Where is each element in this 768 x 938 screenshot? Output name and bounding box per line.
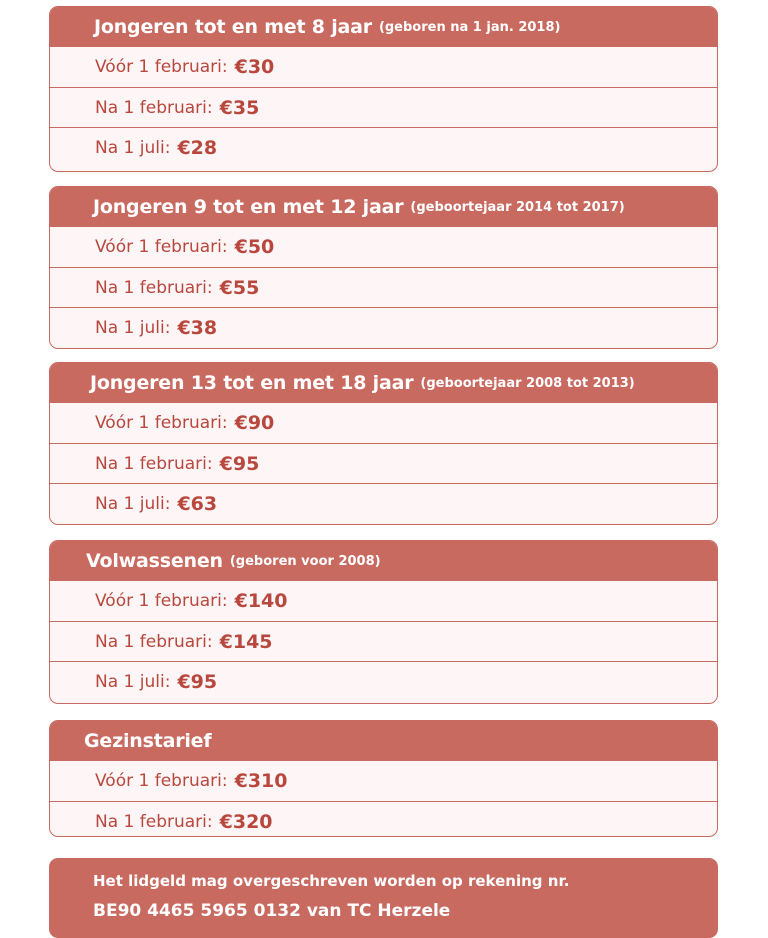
- price-value: €140: [234, 590, 288, 612]
- price-label: Na 1 juli:: [95, 671, 171, 692]
- price-label: Na 1 juli:: [95, 493, 171, 514]
- price-value: €35: [219, 96, 260, 119]
- price-row: [50, 47, 717, 87]
- price-row: [50, 761, 717, 801]
- price-value: €95: [219, 452, 260, 475]
- price-label: Vóór 1 februari:: [95, 591, 228, 611]
- price-label: Na 1 februari:: [95, 811, 213, 832]
- price-row: [50, 661, 717, 701]
- price-value: €95: [177, 670, 218, 693]
- card-subtitle: (geboortejaar 2014 tot 2017): [410, 199, 625, 215]
- price-card-age-13-18: [49, 362, 718, 525]
- price-card-adults: [49, 540, 718, 704]
- price-value: €38: [177, 316, 218, 339]
- price-value: €63: [177, 492, 218, 515]
- card-header: [50, 541, 717, 581]
- price-row: [50, 621, 717, 661]
- price-card-age-9-12: [49, 186, 718, 349]
- card-subtitle: (geboren na 1 jan. 2018): [378, 19, 561, 35]
- price-card-age-8: [49, 6, 718, 172]
- price-label: Na 1 juli:: [95, 317, 171, 338]
- card-header: [50, 187, 717, 227]
- price-row: [50, 227, 717, 267]
- price-row: [50, 483, 717, 523]
- price-label: Vóór 1 februari:: [95, 413, 228, 433]
- price-value: €55: [219, 276, 260, 299]
- price-card-family: [49, 720, 718, 837]
- price-value: €90: [234, 412, 275, 434]
- price-row: [50, 87, 717, 127]
- card-title: Volwassenen: [86, 550, 223, 572]
- price-value: €145: [219, 630, 273, 653]
- payment-note-line1: Het lidgeld mag overgeschreven worden op rekening nr.: [93, 872, 570, 890]
- price-value: €310: [234, 770, 288, 792]
- price-label: Na 1 juli:: [95, 137, 171, 158]
- card-header: [50, 721, 717, 761]
- price-row: [50, 127, 717, 167]
- price-label: Na 1 februari:: [95, 453, 213, 474]
- card-title: Jongeren 13 tot en met 18 jaar: [90, 372, 414, 394]
- price-value: €30: [234, 56, 275, 78]
- card-header: [50, 7, 717, 47]
- price-value: €50: [234, 236, 275, 258]
- price-row: [50, 581, 717, 621]
- payment-note-line2: BE90 4465 5965 0132 van TC Herzele: [93, 901, 451, 921]
- payment-note: [49, 858, 718, 938]
- price-value: €28: [177, 136, 218, 159]
- card-title: Jongeren 9 tot en met 12 jaar: [93, 196, 404, 218]
- price-row: [50, 307, 717, 347]
- card-subtitle: (geboren voor 2008): [229, 553, 381, 569]
- price-label: Vóór 1 februari:: [95, 771, 228, 791]
- price-label: Na 1 februari:: [95, 631, 213, 652]
- price-label: Vóór 1 februari:: [95, 237, 228, 257]
- price-row: [50, 267, 717, 307]
- price-label: Vóór 1 februari:: [95, 57, 228, 77]
- card-title: Jongeren tot en met 8 jaar: [94, 16, 372, 38]
- price-row: [50, 443, 717, 483]
- price-row: [50, 403, 717, 443]
- card-header: [50, 363, 717, 403]
- price-value: €320: [219, 810, 273, 833]
- card-subtitle: (geboortejaar 2008 tot 2013): [420, 375, 635, 391]
- price-label: Na 1 februari:: [95, 97, 213, 118]
- price-label: Na 1 februari:: [95, 277, 213, 298]
- price-row: [50, 801, 717, 837]
- card-title: Gezinstarief: [84, 730, 212, 752]
